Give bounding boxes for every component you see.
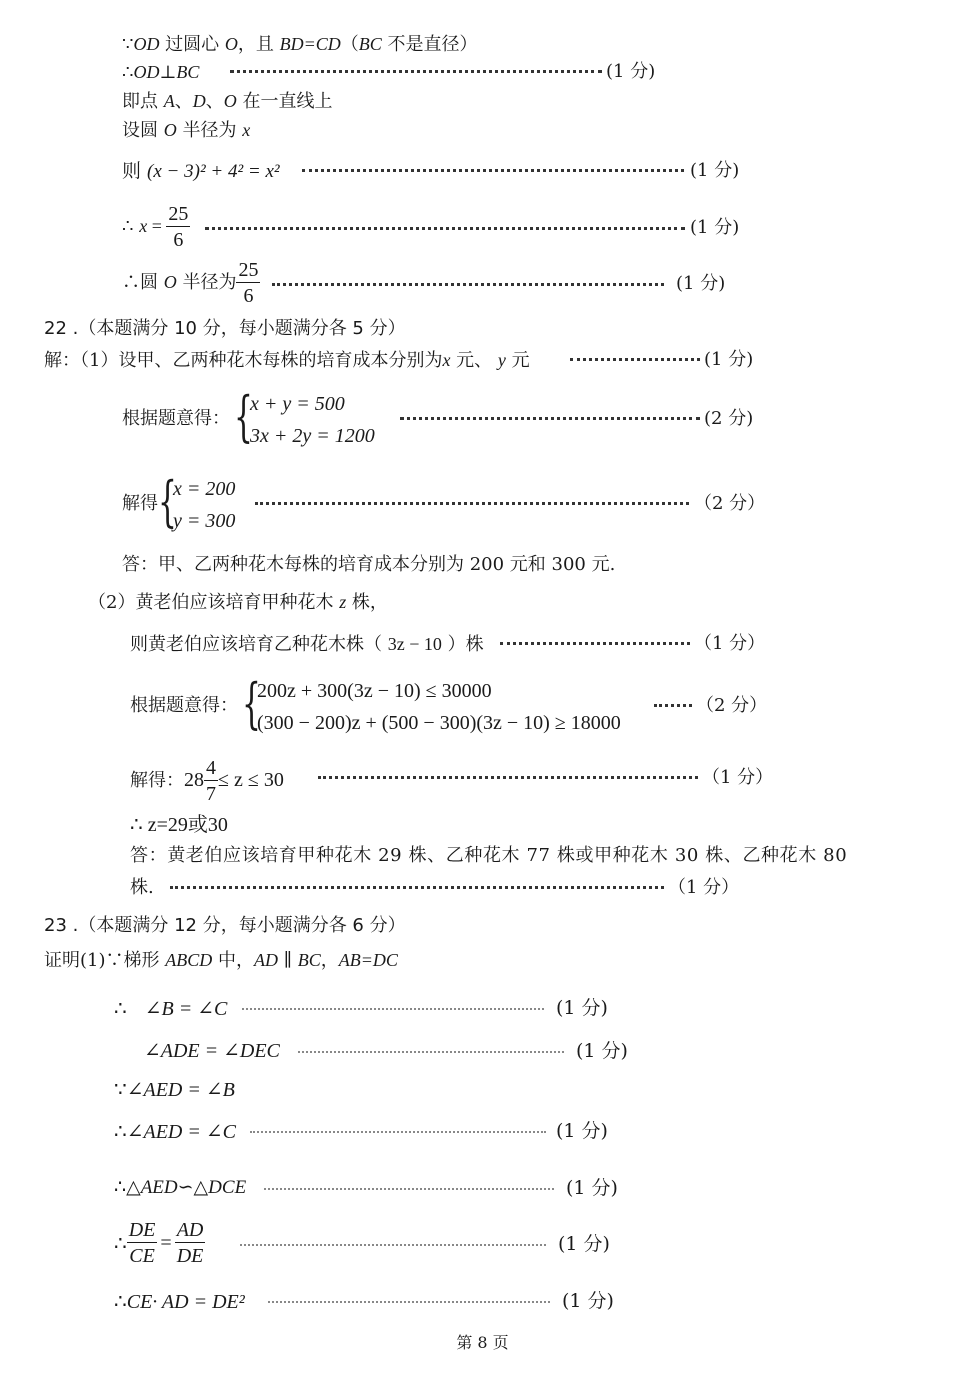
q21-line-radius-result: ∴圆 O 半径为 $\frac{25}{6}$ xyxy=(122,259,259,307)
q21-line-solve-x: ∴ x = $\frac{25}{6}$ xyxy=(122,203,189,251)
q22-answer-part2: 答：黄老伯应该培育甲种花木 29 株、乙种花木 77 株或甲种花木 30 株、乙种花木 80 xyxy=(130,845,848,866)
q21-line-let-radius: 设圆 O 半径为 x xyxy=(122,120,251,141)
score-mark: （2 分） xyxy=(694,493,766,514)
leader-dots xyxy=(272,283,664,286)
leader-dots xyxy=(268,1301,550,1303)
q22-solution-y: y = 300 xyxy=(173,510,236,532)
q22-solution-x: x = 200 xyxy=(173,478,236,500)
q23-step-angle-b-c: ∴ ∠B = ∠C xyxy=(114,996,228,1020)
fraction: $\frac{25}{6}$ xyxy=(238,259,259,307)
score-mark: （1 分） xyxy=(702,767,774,788)
score-mark: (1 分) xyxy=(556,1120,608,1142)
leader-dots xyxy=(302,169,684,172)
fraction: $\frac{25}{6}$ xyxy=(168,203,189,251)
q22-part1-setup: 解：（1）设甲、乙两种花木每株的培育成本分别为x 元、 y 元 xyxy=(44,350,530,371)
leader-dots xyxy=(570,358,700,361)
score-mark: (1 分) xyxy=(676,273,726,294)
score-mark: (1 分) xyxy=(690,217,740,238)
q21-line-collinear: 即点 A、D、O 在一直线上 xyxy=(122,91,333,112)
leader-dots xyxy=(264,1188,554,1190)
leader-dots xyxy=(500,642,690,645)
q22-system-eq2: 3x + 2y = 1200 xyxy=(250,425,375,447)
score-mark: （2 分） xyxy=(696,695,768,716)
leader-dots xyxy=(242,1008,544,1010)
leader-dots xyxy=(205,227,685,230)
q23-step-ratio: ∴ $\frac{DE}{CE}$ = $\frac{AD}{DE}$ xyxy=(114,1219,204,1267)
q21-line-equation: 则 (x − 3)² + 4² = x² xyxy=(122,160,280,182)
fraction: $\frac{DE}{CE}$ xyxy=(128,1219,156,1267)
q22-answer-part2-cont: 株. xyxy=(130,877,154,898)
score-mark: (1 分) xyxy=(566,1177,618,1199)
leader-dots xyxy=(400,417,700,420)
q22-z-values: ∴ z=29或30 xyxy=(130,814,228,836)
q23-step-angle-aed-b: ∵∠AED = ∠B xyxy=(114,1077,235,1101)
score-mark: (1 分) xyxy=(562,1290,614,1312)
score-mark: (1 分) xyxy=(690,160,740,181)
leader-dots xyxy=(318,776,698,779)
q22-header: 22 .（本题满分 10 分，每小题满分各 5 分） xyxy=(44,318,406,339)
q22-solve-label: 解得 xyxy=(122,493,158,514)
q22-inequality-2: (300 − 200)z + (500 − 300)(3z − 10) ≥ 18000 xyxy=(257,712,621,734)
leader-dots xyxy=(250,1131,546,1133)
q21-line-perp: ∴OD⊥BC xyxy=(122,62,200,83)
pythagoras-equation: (x − 3)² + 4² = x² xyxy=(147,161,280,182)
leader-dots xyxy=(240,1244,546,1246)
leader-dots xyxy=(654,704,692,707)
q23-step-similar: ∴△AED∽△DCE xyxy=(114,1176,247,1198)
leader-dots xyxy=(230,70,602,73)
score-mark: （1 分） xyxy=(668,877,740,898)
q21-line-given: ∵OD 过圆心 O，且 BD=CD（BC 不是直径） xyxy=(122,34,478,55)
q23-step-angle-aed-c: ∴∠AED = ∠C xyxy=(114,1119,236,1143)
score-mark: （1 分） xyxy=(694,633,766,654)
leader-dots xyxy=(298,1051,564,1053)
left-brace: { xyxy=(242,672,261,735)
q22-system-label: 根据题意得： xyxy=(122,408,230,429)
leader-dots xyxy=(170,886,664,889)
score-mark: (1 分) xyxy=(576,1040,628,1062)
q23-header: 23 .（本题满分 12 分，每小题满分各 6 分） xyxy=(44,915,406,936)
q22-system-eq1: x + y = 500 xyxy=(250,393,345,415)
fraction: $\frac{4}{7}$ xyxy=(206,757,216,805)
q22-range-result: 解得：28 $\frac{4}{7}$ ≤ z ≤ 30 xyxy=(130,757,284,805)
q22-inequality-1: 200z + 300(3z − 10) ≤ 30000 xyxy=(257,680,492,702)
page-number: 第 8 页 xyxy=(456,1333,509,1352)
score-mark: (1 分) xyxy=(556,997,608,1019)
q22-answer-part1: 答：甲、乙两种花木每株的培育成本分别为 200 元和 300 元. xyxy=(122,554,616,575)
leader-dots xyxy=(255,502,689,505)
q23-step-angle-ade: ∠ADE = ∠DEC xyxy=(144,1040,280,1062)
left-brace: { xyxy=(234,385,253,448)
score-mark: (1 分) xyxy=(606,61,656,82)
q22-part2-line2: 则黄老伯应该培育乙种花木株（ 3z − 10 ）株 xyxy=(130,634,484,655)
left-brace: { xyxy=(158,470,177,533)
q23-step-product: ∴CE· AD = DE² xyxy=(114,1289,245,1313)
q23-given: 证明(1)∵梯形 ABCD 中，AD ∥ BC，AB=DC xyxy=(44,950,398,971)
score-mark: (2 分) xyxy=(704,408,754,429)
score-mark: (1 分) xyxy=(704,349,754,370)
q22-inequality-label: 根据题意得： xyxy=(130,695,238,716)
q22-part2-setup: （2）黄老伯应该培育甲种花木 z 株， xyxy=(88,592,388,613)
score-mark: (1 分) xyxy=(558,1233,610,1255)
fraction: $\frac{AD}{DE}$ xyxy=(176,1219,204,1267)
because-symbol: ∵ xyxy=(122,34,134,55)
therefore-symbol: ∴ xyxy=(122,62,134,83)
